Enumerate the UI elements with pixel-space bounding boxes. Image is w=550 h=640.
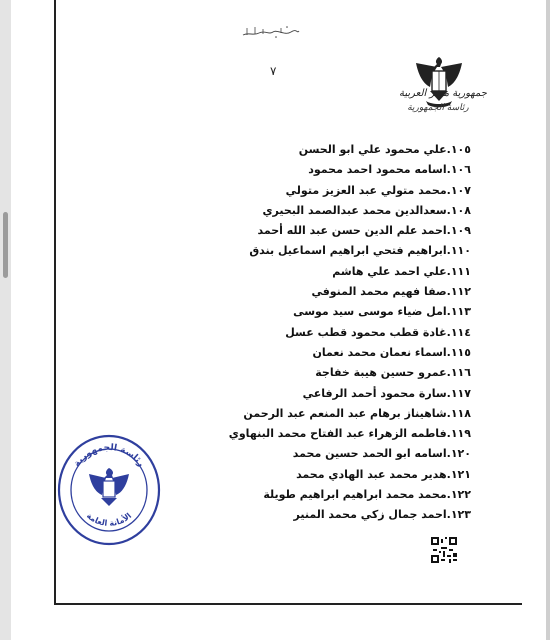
qr-code-icon — [431, 537, 457, 563]
person-name: سعدالدين محمد عبدالصمد البحيري — [262, 203, 447, 217]
item-number: ١٠٧. — [446, 183, 471, 197]
list-item — [171, 201, 471, 221]
item-number: ١٢٣. — [446, 508, 471, 522]
item-number: ١٠٨. — [446, 203, 471, 217]
person-name: ابراهيم فتحي ابراهيم اسماعيل بندق — [249, 244, 447, 258]
person-name: غادة قطب محمود قطب عسل — [285, 325, 447, 339]
list-item — [171, 465, 471, 485]
names-list — [171, 140, 471, 526]
stamp-outer-text: رئاسة الجمهورية — [72, 442, 146, 469]
page-number: ٧ — [270, 64, 277, 78]
list-item — [171, 404, 471, 424]
person-name: علي احمد علي هاشم — [332, 264, 447, 278]
list-item — [171, 444, 471, 464]
item-number: ١٠٩. — [446, 224, 471, 238]
basmala-calligraphy — [241, 20, 301, 42]
person-name: سارة محمود أحمد الرفاعي — [302, 386, 447, 400]
list-item — [171, 363, 471, 383]
list-item — [171, 282, 471, 302]
svg-text:رئاسة الجمهورية — [72, 443, 146, 469]
list-item — [171, 343, 471, 363]
person-name: هدير محمد عبد الهادي محمد — [296, 467, 447, 481]
item-number: ١٢٢. — [446, 488, 471, 502]
left-scroll-handle[interactable] — [3, 212, 8, 278]
person-name: عمرو حسين هيبة خفاجة — [315, 366, 447, 380]
letterhead-line-1: جمهورية مصر العربية — [399, 88, 487, 99]
list-item — [171, 384, 471, 404]
person-name: اسامه ابو الحمد حسين محمد — [292, 447, 447, 461]
item-number: ١١٦. — [446, 366, 471, 380]
letterhead-line-2: رئاسة الجمهورية — [407, 103, 469, 113]
list-item — [171, 302, 471, 322]
person-name: فاطمه الزهراء عبد الفتاح محمد البنهاوي — [228, 427, 447, 441]
person-name: محمد محمد ابراهيم ابراهيم طويلة — [263, 488, 447, 502]
item-number: ١٠٥. — [446, 143, 471, 156]
person-name: محمد متولي عبد العزيز متولي — [285, 183, 447, 197]
list-item — [171, 241, 471, 261]
item-number: ١١١. — [446, 264, 471, 278]
item-number: ١١٩. — [446, 427, 471, 441]
list-item — [171, 262, 471, 282]
list-item — [171, 424, 471, 444]
list-item — [171, 505, 471, 525]
item-number: ١٠٦. — [446, 163, 471, 177]
document-page — [11, 0, 547, 640]
person-name: اسماء نعمان محمد نعمان — [312, 345, 447, 359]
person-name: اسامه محمود احمد محمود — [308, 163, 447, 177]
presidency-stamp-icon — [55, 432, 163, 548]
item-number: ١١٨. — [446, 406, 471, 420]
eagle-emblem-icon — [404, 38, 474, 128]
item-number: ١١٤. — [446, 325, 471, 339]
item-number: ١٢١. — [446, 467, 471, 481]
person-name: احمد علم الدين حسن عبد الله أحمد — [257, 224, 447, 238]
list-item — [171, 181, 471, 201]
list-item — [171, 485, 471, 505]
right-scrollbar[interactable] — [546, 0, 550, 640]
item-number: ١١٧. — [446, 386, 471, 400]
person-name: امل ضياء موسى سيد موسى — [293, 305, 447, 319]
stamp-bottom-text: الأمانة العامة — [84, 511, 134, 528]
item-number: ١١٢. — [446, 285, 471, 299]
person-name: علي محمود علي ابو الحسن — [298, 143, 447, 156]
item-number: ١١٣. — [446, 305, 471, 319]
list-item — [171, 221, 471, 241]
page-border-bottom — [54, 603, 522, 605]
list-item — [171, 140, 471, 160]
item-number: ١١٠. — [446, 244, 471, 258]
person-name: شاهيناز برهام عبد المنعم عبد الرحمن — [243, 406, 447, 420]
item-number: ١١٥. — [446, 345, 471, 359]
svg-text:الأمانة العامة — [85, 511, 134, 528]
item-number: ١٢٠. — [446, 447, 471, 461]
list-item — [171, 160, 471, 180]
person-name: احمد جمال زكي محمد المنير — [293, 508, 447, 522]
list-item — [171, 323, 471, 343]
person-name: صفا فهيم محمد المنوفي — [311, 285, 447, 299]
